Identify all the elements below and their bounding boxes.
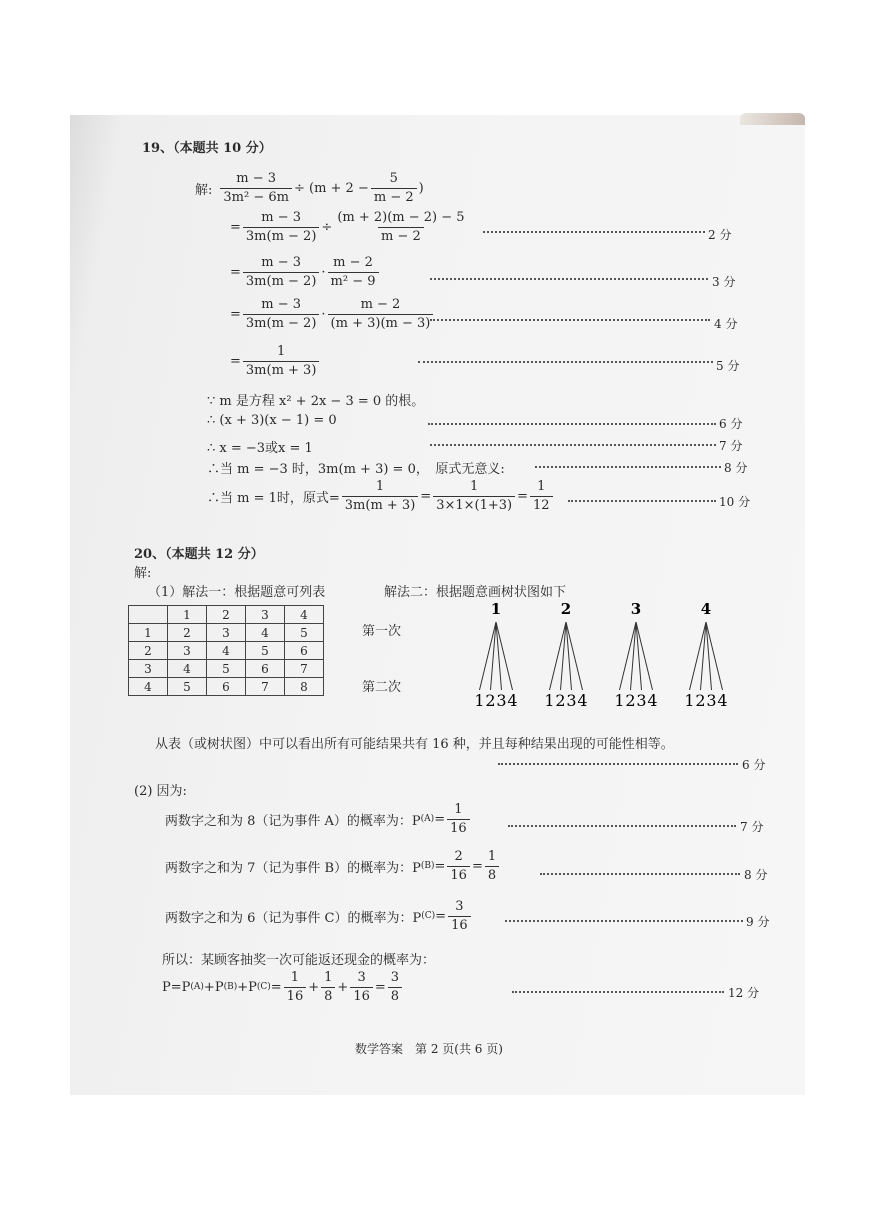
subscript: (B) [223,982,238,993]
tree-root-label: 3 [630,600,642,618]
denominator: 16 [448,916,471,933]
denominator: 16 [350,987,373,1004]
score-5: 5 分 [716,359,740,373]
event-a-line [165,803,472,835]
dot-leader [483,231,705,233]
dot-leader [498,763,738,765]
table-row [129,660,324,678]
table-row [129,624,324,642]
subscript: (A) [190,982,204,993]
conclusion-text: 从表（或树状图）中可以看出所有可能结果共有 16 种，并且每种结果出现的可能性相等。 [155,737,674,752]
dot-leader [512,991,724,993]
numerator: 1 [454,802,463,817]
plus: + [308,979,320,995]
operator: · [321,306,326,322]
q19-line6: ∴ (x + 3)(x − 1) = 0 [207,413,337,428]
numerator: m − 3 [261,297,302,312]
numerator: m − 3 [236,171,277,186]
q19-line7: ∴ x = −3或x = 1 [207,441,313,456]
denominator: 8 [485,866,499,883]
table-row [129,642,324,660]
tree-leaf-label: 1 [684,691,695,710]
score-3: 3 分 [712,275,736,289]
denominator: m² − 9 [328,272,379,289]
denominator: (m + 3)(m − 3) [328,314,434,331]
table-cell: 6 [246,660,285,678]
numerator: 3 [455,899,464,914]
q19-line9 [207,480,555,512]
table-cell: 2 [168,624,207,642]
equals: = [471,858,483,874]
q19-line8: ∴当 m = −3 时，3m(m + 3) = 0， 原式无意义: [207,462,505,477]
fraction [284,971,307,1003]
conclusion-label: 所以：某顾客抽奖一次可能返还现金的概率为： [162,953,436,968]
fraction [530,480,553,512]
equals: = [230,219,241,235]
numerator: m − 2 [333,255,373,270]
table-cell: 3 [207,624,246,642]
tree-leaf-label: 1 [474,691,485,710]
part2-label: (2) 因为: [134,784,187,799]
numerator: 5 [389,171,398,186]
fraction [448,900,471,932]
tree-leaf-label: 3 [566,691,577,710]
numerator: 1 [324,970,333,985]
table-cell: 5 [285,624,324,642]
tree-leaf-label: 3 [636,691,647,710]
dot-leader [430,319,710,321]
tree-leaf-label: 2 [695,691,706,710]
table-row [129,678,324,696]
tree-leaf-label: 3 [496,691,507,710]
table-cell [129,606,168,624]
denominator: 8 [388,987,402,1004]
event-c-line [165,900,473,932]
fraction [342,480,419,512]
numerator: 1 [277,344,286,359]
text: P=P [162,979,191,995]
q19-line5: ∵ m 是方程 x² + 2x − 3 = 0 的根。 [207,394,425,409]
fraction [388,971,402,1003]
fraction [220,172,292,204]
table-cell: 5 [246,642,285,660]
final-probability [162,971,404,1003]
q19-step4 [230,345,321,377]
first-draw-label: 第一次 [362,624,402,639]
numerator: 1 [470,479,479,494]
numerator: (m + 2)(m − 2) − 5 [337,210,465,225]
fraction [447,850,470,882]
q20-jie: 解: [134,566,152,581]
tree-leaf-label: 4 [647,691,658,710]
table-cell: 4 [207,642,246,660]
subscript: (C) [256,982,271,993]
tree-leaf-label: 1 [614,691,625,710]
tree-leaf-label: 2 [485,691,496,710]
paren: ) [418,180,424,196]
method-two-label: 解法二：根据题意画树状图如下 [384,585,567,600]
numerator: 1 [290,970,300,985]
plus: + [337,979,349,995]
numerator: 1 [537,479,546,494]
tree-leaf-label: 3 [706,691,717,710]
equals: = [435,908,447,924]
page-footer: 数学答案 第 2 页(共 6 页) [355,1042,503,1056]
table-cell: 4 [285,606,324,624]
dot-leader [430,444,716,446]
denominator: m − 2 [378,227,424,244]
table-cell: 3 [129,660,168,678]
operator: · [321,264,326,280]
denominator: 3m² − 6m [220,188,292,205]
dot-leader [568,500,716,502]
score-2: 2 分 [708,228,732,242]
subscript: (A) [420,814,435,825]
numerator: 1 [375,479,385,494]
table-cell: 1 [168,606,207,624]
table-cell: 4 [246,624,285,642]
dot-leader [430,278,708,280]
numerator: 2 [454,849,463,864]
table-cell: 8 [285,678,324,696]
tree-diagram [460,598,740,712]
equals: = [230,264,241,280]
tree-leaf-label: 4 [577,691,588,710]
table-cell: 1 [129,624,168,642]
tree-leaf-label: 2 [555,691,566,710]
table-cell: 3 [246,606,285,624]
equals: = [434,811,446,827]
dot-leader [535,466,721,468]
fraction [350,971,373,1003]
event-b-line [165,850,501,882]
equals: = [374,979,386,995]
table-cell: 3 [168,642,207,660]
dot-leader [418,361,713,363]
denominator: 16 [447,819,470,836]
denominator: 3m(m + 3) [342,496,419,513]
denominator: 3m(m − 2) [243,272,320,289]
table-cell: 7 [285,660,324,678]
numerator: m − 3 [261,210,302,225]
second-draw-label: 第二次 [362,680,402,695]
denominator: 3m(m − 2) [243,227,320,244]
fraction [243,211,320,243]
text: +P [237,979,257,995]
fraction [485,850,499,882]
score-8b: 8 分 [744,868,768,882]
score-4: 4 分 [714,317,738,331]
tree-root-label: 4 [700,600,712,618]
q19-step3 [230,298,435,330]
score-7: 7 分 [719,439,743,453]
numerator: 3 [390,970,400,985]
text: ∴当 m = 1时，原式= [207,490,340,506]
text: +P [203,979,224,995]
score-8: 8 分 [724,461,748,475]
fraction [371,172,417,204]
score-7b: 7 分 [740,820,764,834]
q20-heading: 20、（本题共 12 分） [134,547,264,562]
text: 两数字之和为 6（记为事件 C）的概率为：P [165,910,422,926]
numerator: m − 2 [360,297,401,312]
denominator: m − 2 [371,188,417,205]
fraction [328,298,434,330]
equals: = [517,488,528,504]
text: 两数字之和为 7（记为事件 B）的概率为：P [165,860,421,876]
denominator: 3m(m + 3) [243,361,320,378]
fraction [328,256,379,288]
operator: ÷ [321,219,333,235]
fraction [447,803,470,835]
operator: ÷ (m + 2 − [293,180,369,196]
denominator: 8 [321,987,335,1004]
denominator: 3m(m − 2) [243,314,320,331]
denominator: 16 [284,987,307,1004]
equals: = [230,353,241,369]
denominator: 3×1×(1+3) [433,496,515,513]
fraction [433,480,515,512]
table-cell: 6 [285,642,324,660]
equals: = [270,979,282,995]
dot-leader [505,920,743,922]
tree-leaf-label: 4 [507,691,518,710]
numerator: 1 [487,849,497,864]
q19-step1 [230,211,470,243]
tree-leaf-label: 4 [717,691,728,710]
tree-leaf-label: 1 [544,691,555,710]
table-cell: 2 [207,606,246,624]
score-6: 6 分 [719,417,743,431]
q19-expression [195,172,424,204]
table-cell: 5 [168,678,207,696]
q19-heading: 19、（本题共 10 分） [142,141,272,156]
equals: = [420,488,432,504]
q19-jie: 解: [195,182,213,198]
denominator: 12 [530,496,553,513]
equals: = [230,306,241,322]
table-cell: 6 [207,678,246,696]
equals: = [434,858,446,874]
dot-leader [508,825,736,827]
score-12: 12 分 [728,986,760,1000]
dot-leader [428,423,716,425]
photo-corner [740,113,805,125]
numerator: 3 [357,970,366,985]
tree-leaf-label: 2 [625,691,636,710]
table-cell: 2 [129,642,168,660]
q19-step2 [230,256,381,288]
table-cell: 4 [129,678,168,696]
denominator: 16 [447,866,470,883]
fraction [321,971,335,1003]
table-cell: 5 [207,660,246,678]
table-row [129,606,324,624]
tree-root-label: 2 [560,600,572,618]
fraction [243,298,320,330]
sum-table [128,605,324,696]
table-cell: 7 [246,678,285,696]
subscript: (B) [420,861,435,872]
text: 两数字之和为 8（记为事件 A）的概率为：P [165,813,421,829]
score-9: 9 分 [746,915,770,929]
numerator: m − 3 [261,255,302,270]
table-cell: 4 [168,660,207,678]
dot-leader [540,873,740,875]
fraction [243,345,320,377]
score-6b: 6 分 [742,758,766,772]
fraction [243,256,320,288]
subscript: (C) [421,911,436,922]
method-one-label: （1）解法一：根据题意可列表 [148,585,326,600]
score-10: 10 分 [719,495,751,509]
fraction [334,211,467,243]
tree-root-label: 1 [490,600,502,618]
